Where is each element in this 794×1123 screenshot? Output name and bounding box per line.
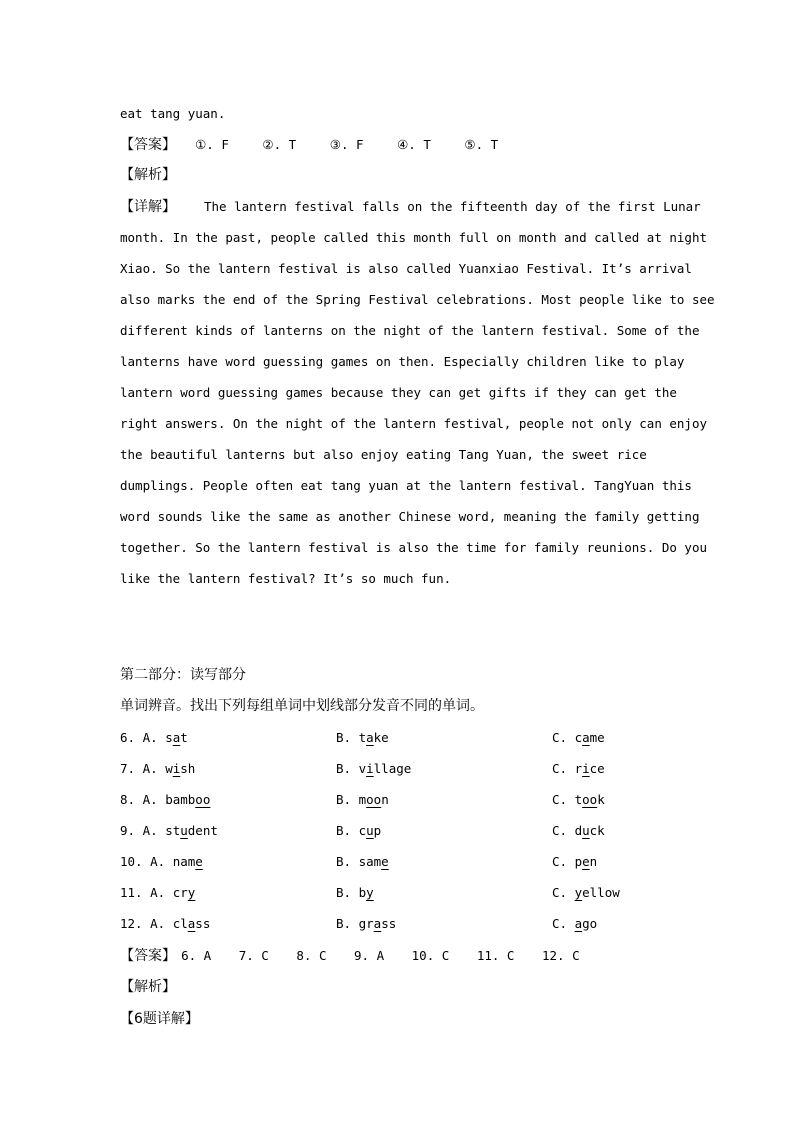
option-word — [359, 854, 389, 869]
word-prefix: st — [165, 823, 181, 838]
word-prefix: cr — [172, 885, 188, 900]
passage-line: like the lantern festival? It’s so much fun. — [120, 571, 452, 586]
part-title: 第二部分：读写部分 — [120, 667, 246, 683]
option-c — [552, 823, 605, 838]
answer-item: 9. A — [354, 948, 385, 963]
word-prefix: bamb — [165, 792, 196, 807]
underlined-letters: u — [366, 823, 374, 838]
word-prefix: m — [358, 792, 367, 807]
option-b — [336, 885, 374, 900]
option-word — [359, 885, 374, 900]
word-prefix: c — [574, 730, 583, 745]
question-row — [120, 761, 720, 781]
question-row — [120, 885, 720, 905]
option-label: C. — [552, 823, 568, 838]
underlined-letters: i — [582, 761, 590, 776]
underlined-letters: a — [582, 730, 590, 745]
underlined-letters: oo — [366, 792, 382, 807]
option-a — [120, 916, 210, 931]
word-prefix: r — [574, 761, 583, 776]
option-label: B. — [336, 885, 352, 900]
underlined-letters: oo — [195, 792, 211, 807]
q6-detail-label: 【6题详解】 — [120, 1011, 199, 1027]
underlined-letters: u — [180, 823, 188, 838]
option-label: C. — [552, 854, 568, 869]
option-label: B. — [336, 730, 352, 745]
option-word — [165, 823, 218, 838]
word-prefix: c — [358, 823, 367, 838]
underlined-letters: e — [582, 854, 590, 869]
answer-row-1 — [120, 134, 524, 154]
passage-line: the beautiful lanterns but also enjoy eating Tang Yuan, the sweet rice — [120, 447, 647, 462]
word-suffix: ellow — [582, 885, 620, 900]
option-label: C. — [552, 730, 568, 745]
passage-line: different kinds of lanterns on the night of the lantern festival. Some of the — [120, 323, 700, 338]
question-row — [120, 823, 720, 843]
option-b — [336, 916, 396, 931]
question-row — [120, 916, 720, 936]
word-suffix: llage — [373, 761, 412, 776]
question-row — [120, 854, 720, 874]
passage — [120, 191, 715, 594]
answer-item: 11. C — [476, 948, 515, 963]
option-c — [552, 730, 605, 745]
option-label: B. — [336, 854, 352, 869]
option-label: A. — [150, 854, 166, 869]
word-suffix: ck — [589, 823, 605, 838]
word-prefix: w — [165, 761, 173, 776]
word-prefix: d — [574, 823, 583, 838]
answer-items-1 — [195, 137, 524, 152]
option-c — [552, 761, 605, 776]
word-prefix: s — [165, 730, 173, 745]
answer-label: 【答案】 — [120, 137, 176, 153]
underlined-letters: a — [373, 916, 382, 931]
question-number: 8. — [120, 792, 136, 807]
option-word — [173, 916, 211, 931]
question-number: 12. — [120, 916, 143, 931]
answer-item: ③. F — [329, 137, 364, 152]
passage-line: together. So the lantern festival is also the time for family reunions. Do you — [120, 540, 707, 555]
word-suffix: ss — [381, 916, 397, 931]
option-c — [552, 854, 597, 869]
option-b — [336, 823, 381, 838]
answer-item: ①. F — [195, 137, 229, 152]
intro-line: eat tang yuan. — [120, 106, 226, 121]
word-suffix: k — [597, 792, 605, 807]
passage-line: lanterns have word guessing games on then. Especially children like to play — [120, 354, 685, 369]
option-word — [575, 792, 605, 807]
option-label: C. — [552, 761, 568, 776]
underlined-letters: i — [172, 761, 181, 776]
option-label: C. — [552, 916, 568, 931]
option-c — [552, 916, 597, 931]
underlined-letters: a — [574, 916, 583, 931]
question-number: 11. — [120, 885, 143, 900]
option-c — [552, 792, 605, 807]
option-b — [336, 792, 389, 807]
option-a — [120, 792, 210, 807]
underlined-letters: a — [366, 730, 374, 745]
word-suffix: sh — [180, 761, 196, 776]
option-label: B. — [336, 823, 352, 838]
option-word — [359, 761, 412, 776]
question-row — [120, 792, 720, 812]
option-a — [120, 730, 188, 745]
option-word — [359, 730, 389, 745]
option-a — [120, 823, 218, 838]
word-suffix: go — [582, 916, 598, 931]
option-label: B. — [336, 916, 352, 931]
passage-line: dumplings. People often eat tang yuan at the lantern festival. TangYuan this — [120, 478, 692, 493]
question-row — [120, 730, 720, 750]
word-suffix: ss — [195, 916, 211, 931]
option-label: A. — [150, 885, 166, 900]
option-word — [575, 823, 605, 838]
option-label: A. — [150, 916, 166, 931]
word-prefix: b — [358, 885, 367, 900]
word-prefix: p — [574, 854, 583, 869]
word-prefix: gr — [358, 916, 374, 931]
option-label: B. — [336, 761, 352, 776]
option-b — [336, 730, 389, 745]
word-suffix: n — [589, 854, 598, 869]
answer-item: 6. A — [181, 948, 212, 963]
underlined-letters: i — [366, 761, 374, 776]
answer-item: ④. T — [397, 137, 431, 152]
word-suffix: ke — [373, 730, 389, 745]
word-prefix: t — [358, 730, 367, 745]
question-number: 6. — [120, 730, 136, 745]
answer-row-2 — [120, 945, 600, 965]
option-label: A. — [142, 730, 158, 745]
passage-line: lantern word guessing games because they can get gifts if they can get the — [120, 385, 677, 400]
underlined-letters: e — [195, 854, 203, 869]
underlined-letters: e — [381, 854, 389, 869]
underlined-letters: a — [187, 916, 196, 931]
underlined-letters: u — [582, 823, 590, 838]
option-label: B. — [336, 792, 352, 807]
answer-items-2 — [181, 948, 600, 963]
option-word — [359, 823, 382, 838]
option-word — [575, 885, 620, 900]
underlined-letters: y — [574, 885, 583, 900]
option-label: C. — [552, 792, 568, 807]
option-word — [165, 761, 195, 776]
word-suffix: ce — [589, 761, 605, 776]
option-word — [165, 730, 188, 745]
option-a — [120, 854, 203, 869]
answer-item: 8. C — [296, 948, 327, 963]
analysis-label-1: 【解析】 — [120, 167, 176, 183]
detail-label: 【详解】 — [120, 199, 176, 215]
question-number: 10. — [120, 854, 143, 869]
answer-item: 10. C — [411, 948, 450, 963]
underlined-letters: a — [172, 730, 181, 745]
underlined-letters: y — [187, 885, 196, 900]
word-suffix: p — [373, 823, 382, 838]
question-number: 9. — [120, 823, 136, 838]
answer-item: ②. T — [262, 137, 297, 152]
underlined-letters: oo — [582, 792, 598, 807]
option-word — [575, 761, 605, 776]
answer-item: ⑤. T — [464, 137, 499, 152]
option-label: A. — [142, 792, 158, 807]
answer-item: 7. C — [238, 948, 269, 963]
option-label: A. — [142, 823, 158, 838]
option-label: C. — [552, 885, 568, 900]
option-b — [336, 854, 389, 869]
passage-line: right answers. On the night of the lantern festival, people not only can enjoy — [120, 416, 707, 431]
question-number: 7. — [120, 761, 136, 776]
word-suffix: n — [381, 792, 389, 807]
option-word — [173, 885, 196, 900]
passage-line: word sounds like the same as another Chinese word, meaning the family getting — [120, 509, 700, 524]
word-suffix: t — [180, 730, 188, 745]
analysis-label-2: 【解析】 — [120, 979, 176, 995]
word-prefix: v — [358, 761, 367, 776]
passage-line: month. In the past, people called this month full on month and called at night — [120, 230, 707, 245]
answer-label: 【答案】 — [120, 948, 176, 964]
passage-line: Xiao. So the lantern festival is also called Yuanxiao Festival. It’s arrival — [120, 261, 692, 276]
option-word — [575, 916, 598, 931]
underlined-letters: y — [366, 885, 374, 900]
option-word — [173, 854, 203, 869]
option-a — [120, 761, 195, 776]
option-c — [552, 885, 620, 900]
option-word — [575, 730, 605, 745]
word-suffix: me — [589, 730, 605, 745]
option-word — [575, 854, 598, 869]
option-label: A. — [142, 761, 158, 776]
answer-item: 12. C — [542, 948, 580, 963]
word-prefix: t — [574, 792, 583, 807]
word-suffix: dent — [187, 823, 218, 838]
word-prefix: cl — [172, 916, 188, 931]
passage-line: also marks the end of the Spring Festival celebrations. Most people like to see — [120, 292, 715, 307]
word-prefix: sam — [358, 854, 382, 869]
option-word — [165, 792, 210, 807]
word-prefix: nam — [172, 854, 196, 869]
option-b — [336, 761, 411, 776]
option-word — [359, 792, 389, 807]
instruction: 单词辨音。找出下列每组单词中划线部分发音不同的单词。 — [120, 698, 484, 714]
option-word — [359, 916, 397, 931]
passage-line: The lantern festival falls on the fifteenth day of the first Lunar — [204, 199, 701, 214]
option-a — [120, 885, 195, 900]
